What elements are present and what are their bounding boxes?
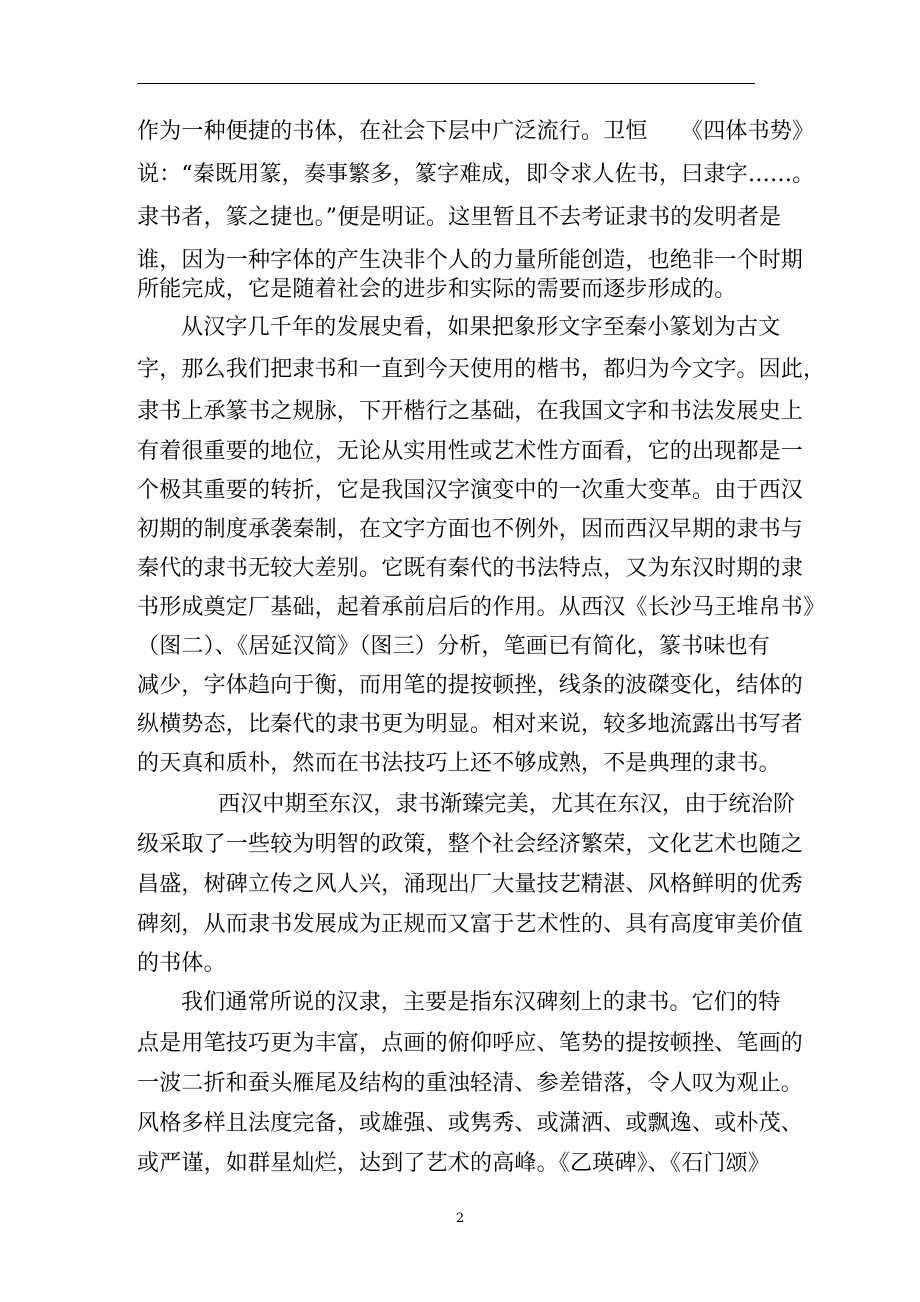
text-line: 说：“秦既用篆，奏事繁多，篆字难成，即令求人佐书，曰隶字……。	[137, 162, 815, 187]
text-line: 有着很重要的地位，无论从实用性或艺术性方面看，它的出现都是一	[137, 439, 804, 464]
text-line: 从汉字几千年的发展史看，如果把象形文字至秦小篆划为古文	[181, 315, 781, 340]
page-number: 2	[455, 1211, 465, 1226]
text-line: （图二）、《居延汉简》（图三）分析，笔画已有简化，篆书味也有	[137, 634, 771, 659]
text-line: 减少，字体趋向于衡，而用笔的提按顿挫，线条的波磔变化，结体的	[137, 673, 804, 698]
text-line: 级采取了一些较为明智的政策，整个社会经济繁荣，文化艺术也随之	[137, 832, 804, 857]
text-line: 作为一种便捷的书体，在社会下层中广泛流行。卫恒 《四体书势》	[137, 119, 815, 144]
text-line: 字，那么我们把隶书和一直到今天使用的楷书，都归为今文字。因此，	[137, 357, 826, 382]
text-line: 纵横势态，比秦代的隶书更为明显。相对来说，较多地流露出书写者	[137, 712, 804, 737]
text-line: 风格多样且法度完备，或雄强、或隽秀、或潇洒、或飘逸、或朴茂、	[137, 1111, 804, 1136]
text-line: 的天真和质朴，然而在书法技巧上还不够成熟，不是典理的隶书。	[137, 751, 781, 776]
text-line: 书形成奠定厂基础，起着承前启后的作用。从西汉《长沙马王堆帛书》	[137, 595, 826, 620]
text-line: 的书体。	[137, 951, 226, 976]
text-line: 点是用笔技巧更为丰富，点画的俯仰呼应、笔势的提按顿挫、笔画的	[137, 1031, 804, 1056]
text-line: 所能完成，它是随着社会的进步和实际的需要而逐步形成的。	[137, 277, 737, 302]
text-line: 昌盛，树碑立传之风人兴，涌现出厂大量技艺精湛、风格鲜明的优秀	[137, 872, 804, 897]
text-line: 初期的制度承袭秦制，在文字方面也不例外，因而西汉早期的隶书与	[137, 517, 804, 542]
text-line: 一波二折和蚕头雁尾及结构的重浊轻清、参差错落，令人叹为观止。	[137, 1071, 804, 1096]
text-line: 个极其重要的转折，它是我国汉字演变中的一次重大变革。由于西汉	[137, 478, 804, 503]
text-line: 西汉中期至东汉，隶书渐臻完美，尤其在东汉，由于统治阶	[218, 792, 796, 817]
text-line: 秦代的隶书无较大差别。它既有秦代的书法特点，又为东汉时期的隶	[137, 556, 804, 581]
text-line: 我们通常所说的汉隶，主要是指东汉碑刻上的隶书。它们的特	[181, 990, 781, 1015]
text-line: 碑刻，从而隶书发展成为正规而又富于艺术性的、具有高度审美价值	[137, 912, 804, 937]
header-rule	[137, 83, 755, 84]
text-line: 或严谨，如群星灿烂，达到了艺术的高峰。《乙瑛碑》、《石门颂》	[137, 1151, 771, 1176]
text-line: 隶书者，篆之捷也。”便是明证。这里暂且不去考证隶书的发明者是	[137, 205, 782, 230]
text-line: 谁，因为一种字体的产生决非个人的力量所能创造，也绝非一个时期	[137, 248, 804, 273]
text-line: 隶书上承篆书之规脉，下开楷行之基础，在我国文字和书法发展史上	[137, 399, 804, 424]
